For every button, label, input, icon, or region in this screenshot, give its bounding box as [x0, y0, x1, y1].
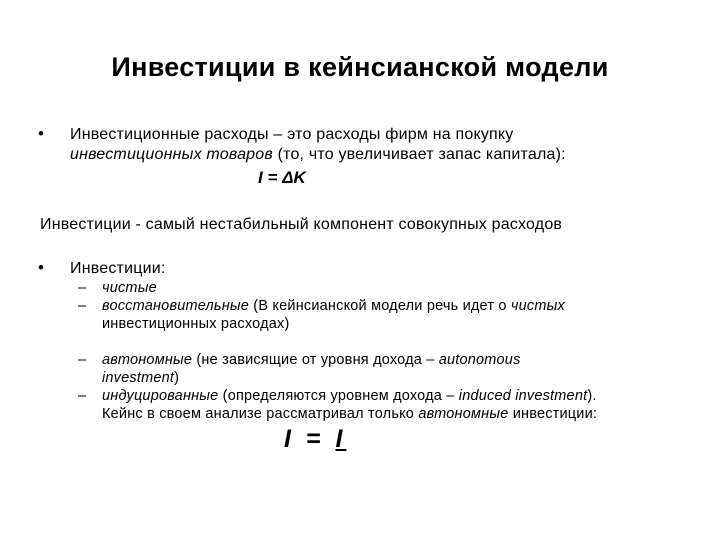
definition-line-2-rest: (то, что увеличивает запас капитала):: [272, 146, 566, 163]
formula-equals: =: [294, 425, 336, 453]
induced-term: индуцированные: [102, 388, 219, 404]
formula-delta-k: I = ΔK: [258, 168, 306, 187]
keynes-statement: [102, 406, 597, 422]
induced-close: ).: [587, 388, 597, 404]
autonomous-close: ): [174, 370, 180, 386]
formula-left: I: [284, 425, 295, 453]
autonomous-english: autonomous: [438, 352, 521, 368]
sub-item-gross-line-1: [102, 298, 565, 314]
gross-text: (В кейнсианской модели речь идет о: [249, 298, 511, 314]
formula-autonomous: [284, 425, 346, 454]
gross-term: восстановительные: [102, 298, 250, 314]
induced-text: (определяются уровнем дохода –: [218, 388, 459, 404]
net-term: чистые: [102, 280, 157, 296]
keynes-text: Кейнс в своем анализе рассматривал только: [102, 406, 419, 422]
sub-item-autonomous-line-2: [102, 370, 179, 386]
bullet-marker: •: [38, 124, 44, 143]
formula-right-autonomous: I: [335, 425, 347, 453]
autonomous-english-cont: investment: [102, 370, 175, 386]
net-emphasis: чистых: [510, 298, 565, 314]
definition-line-2: [70, 146, 566, 164]
sub-item-autonomous-line-1: [102, 352, 521, 368]
dash-marker: –: [78, 352, 87, 368]
instability-statement: Инвестиции - самый нестабильный компонент совокупных расходов: [40, 216, 563, 233]
dash-marker: –: [78, 298, 87, 314]
definition-line-1: Инвестиционные расходы – это расходы фирм на покупку: [70, 126, 514, 143]
bullet-marker: •: [38, 258, 44, 277]
keynes-text-end: инвестиции:: [508, 406, 598, 422]
investment-goods-term: инвестиционных товаров: [70, 146, 273, 163]
keynes-autonomous-term: автономные: [418, 406, 509, 422]
dash-marker: –: [78, 280, 87, 296]
induced-english: induced investment: [458, 388, 588, 404]
dash-marker: –: [78, 388, 87, 404]
autonomous-text: (не зависящие от уровня дохода –: [192, 352, 439, 368]
sub-item-induced: [102, 388, 597, 404]
sub-item-net: [102, 280, 157, 296]
autonomous-term: автономные: [102, 352, 193, 368]
sub-item-gross-line-2: инвестиционных расходах): [102, 316, 290, 332]
investments-label: Инвестиции:: [70, 260, 166, 277]
slide-title: Инвестиции в кейнсианской модели: [111, 52, 609, 82]
